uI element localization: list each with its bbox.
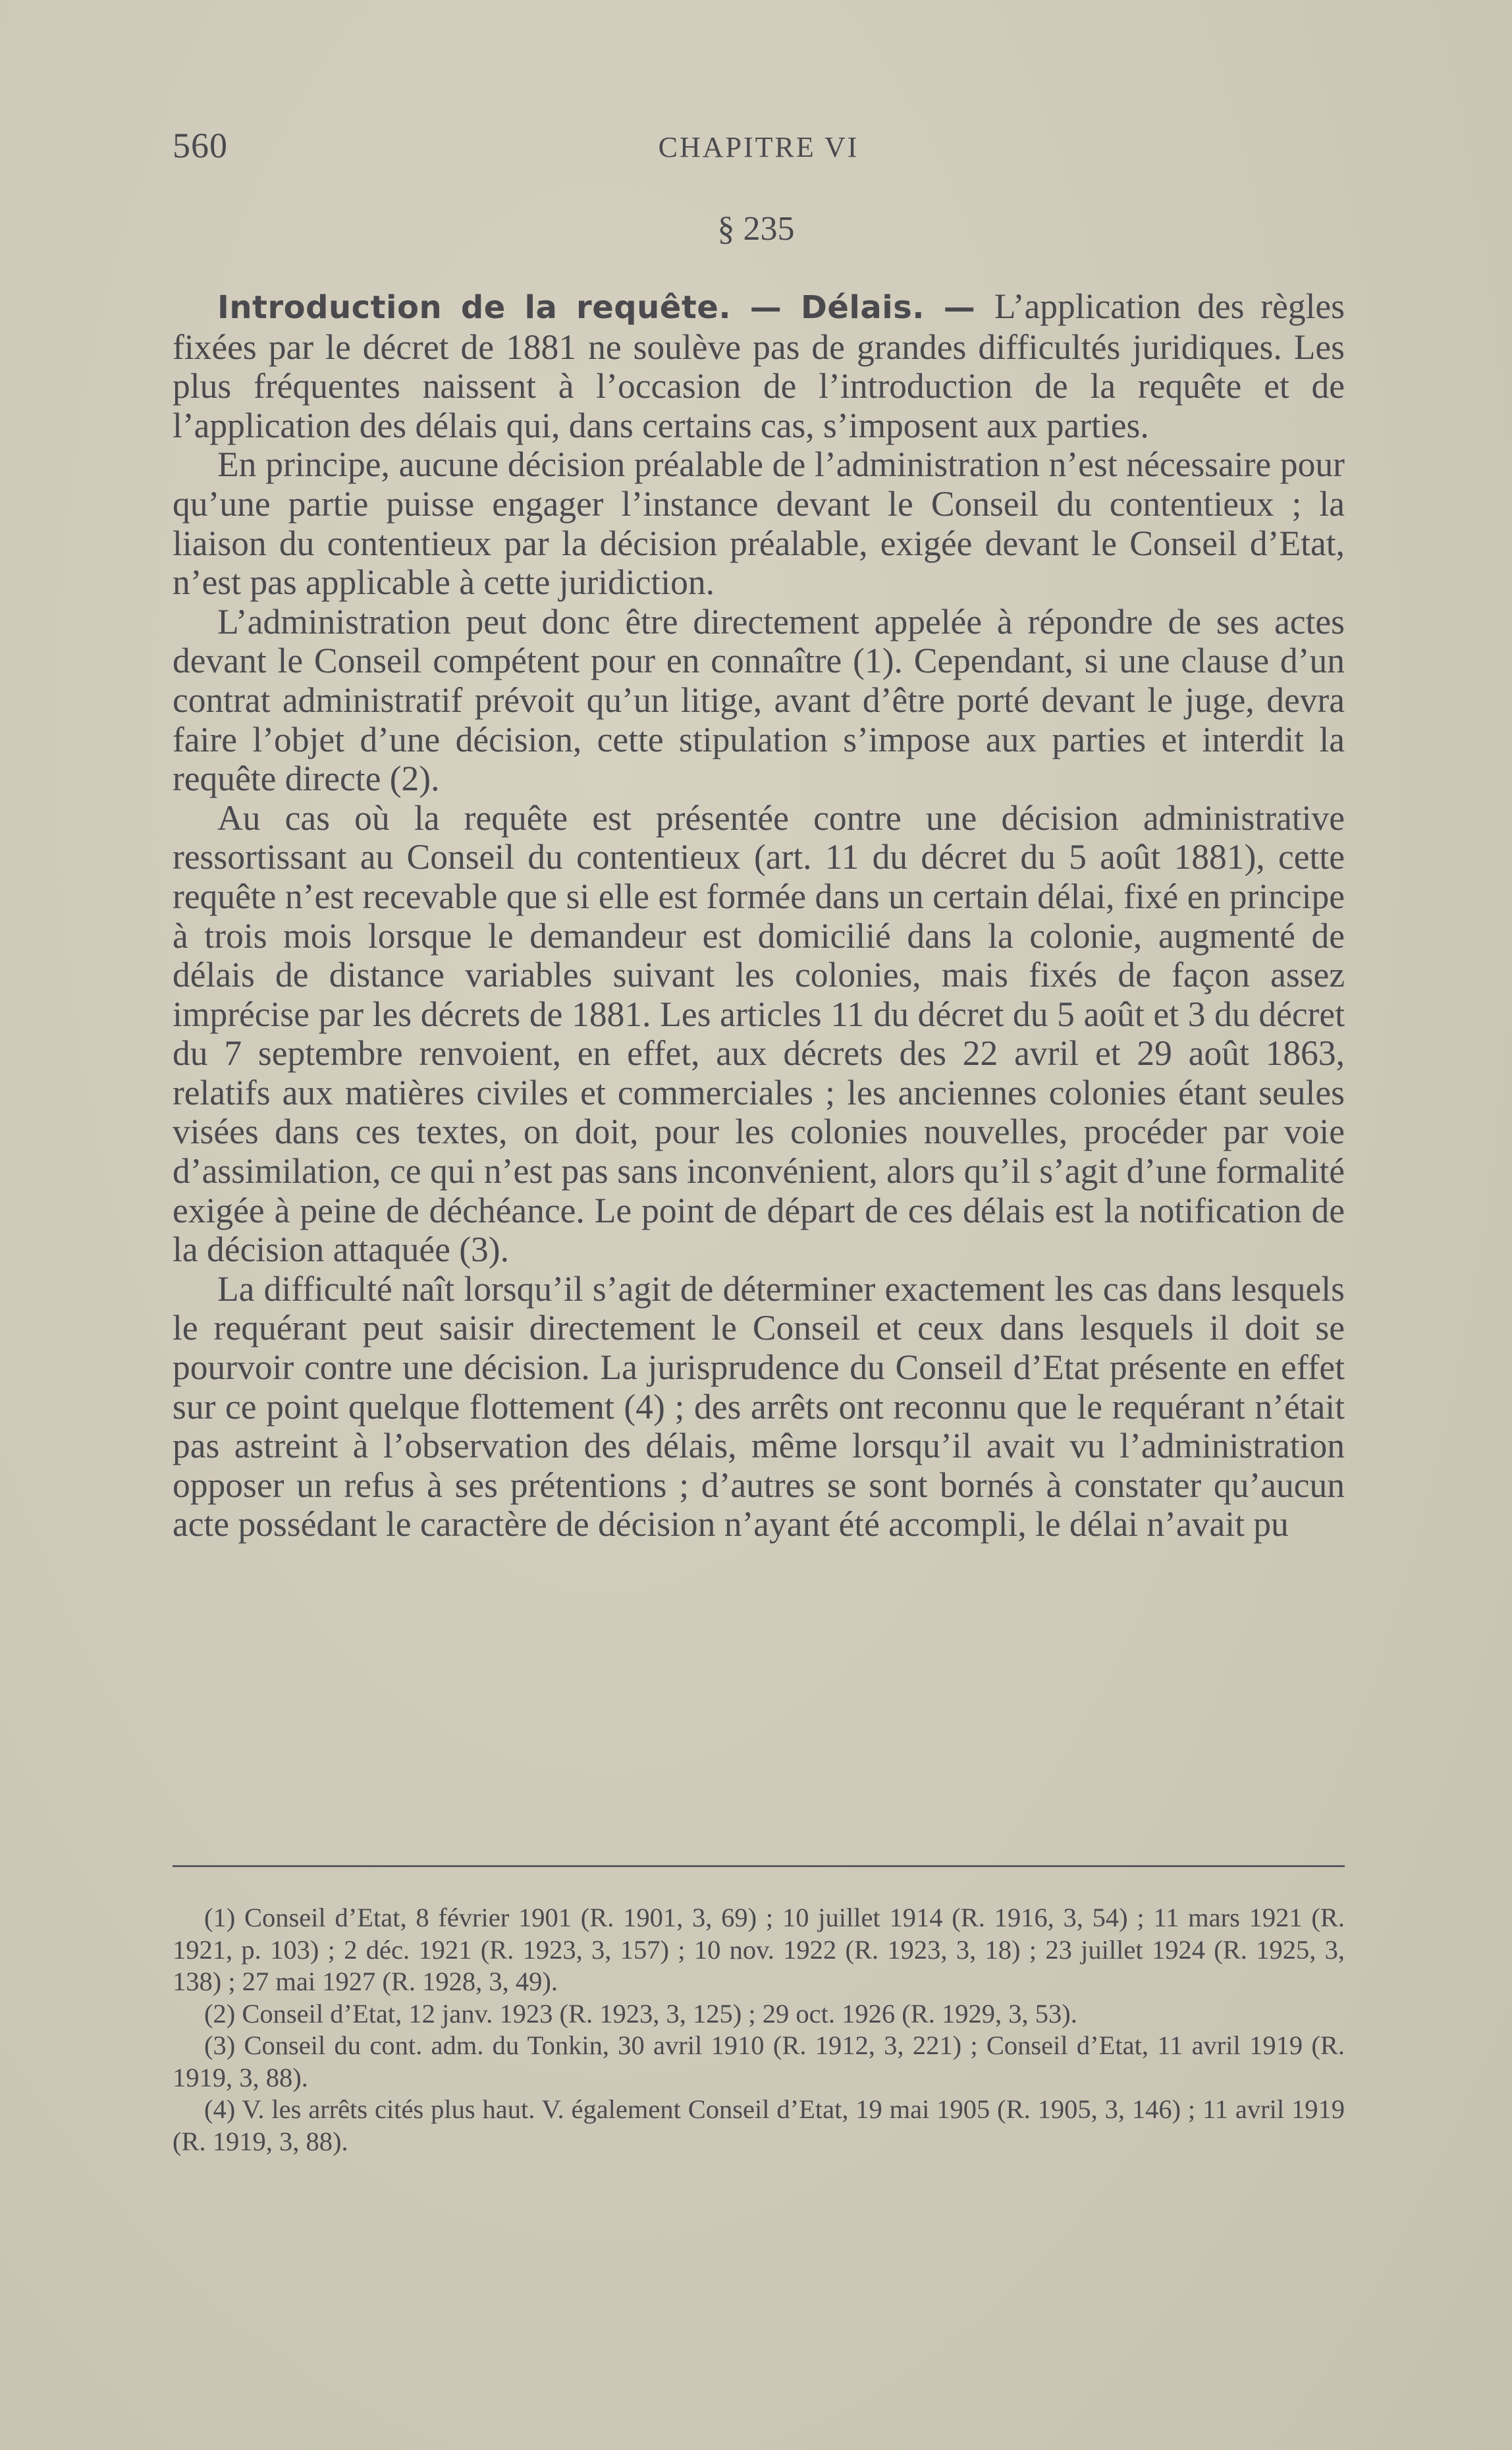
footnote: (2) Conseil d’Etat, 12 janv. 1923 (R. 1923, 3, 125) ; 29 oct. 1926 (R. 1929, 3, 53).	[204, 1998, 1077, 2028]
page-number: 560	[173, 126, 228, 165]
footnote: (4) V. les arrêts cités plus haut. V. également Conseil d’Etat, 19 mai 1905 (R. 1905, 3, 146) ; 11 avril 1919 (R. 1919, 3, 88).	[173, 2094, 1345, 2156]
paragraph-heading: Introduction de la requête. — Délais. —	[217, 289, 994, 326]
chapter-title: CHAPITRE VI	[658, 131, 859, 163]
main-text	[173, 287, 1345, 1544]
footnote-divider	[173, 1865, 1345, 1867]
section-number: § 235	[717, 210, 795, 248]
paragraph: La difficulté naît lorsqu’il s’agit de déterminer exactement les cas dans lesquels le requérant peut saisir directement le Conseil et ceux dans lesquels il doit se pourvoir contre une décision. La jurisprudence du Conseil d’Etat présente en effet sur ce point quelque flottement (4) ; des arrêts ont reconnu que le requérant n’était pas astreint à l’observation des délais, même lorsqu’il avait vu l’administration opposer un refus à ses prétentions ; d’autres se sont bornés à constater qu’aucun acte possédant le caractère de décision n’ayant été accompli, le délai n’avait pu	[173, 1268, 1345, 1544]
paragraph	[173, 287, 1345, 445]
paragraph-text: L’application des règles fixées par le décret de 1881 ne soulève pas de grandes difficultés juridiques. Les plus fréquentes naissent à l’occasion de l’introduction de la requête et de l’application des délais qui, dans certains cas, s’imposent aux parties.	[173, 286, 1345, 445]
footnote: (1) Conseil d’Etat, 8 février 1901 (R. 1901, 3, 69) ; 10 juillet 1914 (R. 1916, 3, 54) ; 11 mars 1921 (R. 1921, p. 103) ; 2 déc. 1921 (R. 1923, 3, 157) ; 10 nov. 1922 (R. 1923, 3, 18) ; 23 juillet 1924 (R. 1925, 3, 138) ; 27 mai 1927 (R. 1928, 3, 49).	[173, 1903, 1345, 1996]
footnote: (3) Conseil du cont. adm. du Tonkin, 30 avril 1910 (R. 1912, 3, 221) ; Conseil d’Etat, 11 avril 1919 (R. 1919, 3, 88).	[173, 2030, 1345, 2092]
paragraph: Au cas où la requête est présentée contre une décision administrative ressortissant au Conseil du contentieux (art. 11 du décret du 5 août 1881), cette requête n’est recevable que si elle est formée dans un certain délai, fixé en principe à trois mois lorsque le demandeur est domicilié dans la colonie, augmenté de délais de distance variables suivant les colonies, mais fixés de façon assez imprécise par les décrets de 1881. Les articles 11 du décret du 5 août et 3 du décret du 7 septembre renvoient, en effet, aux décrets des 22 avril et 29 août 1863, relatifs aux matières civiles et commerciales ; les anciennes colonies étant seules visées dans ces textes, on doit, pour les colonies nouvelles, procéder par voie d’assimilation, ce qui n’est pas sans inconvénient, alors qu’il s’agit d’une formalité exigée à peine de déchéance. Le point de départ de ces délais est la notification de la décision attaquée (3).	[173, 798, 1345, 1270]
paragraph: L’administration peut donc être directement appelée à répondre de ses actes devant le Conseil compétent pour en connaître (1). Cependant, si une clause d’un contrat administratif prévoit qu’un litige, avant d’être porté devant le juge, devra faire l’objet d’une décision, cette stipulation s’impose aux parties et interdit la requête directe (2).	[173, 601, 1345, 799]
running-header	[173, 125, 1345, 171]
footnotes	[173, 1902, 1345, 2158]
paragraph: En principe, aucune décision préalable de l’administration n’est nécessaire pour qu’une partie puisse engager l’instance devant le Conseil du contentieux ; la liaison du contentieux par la décision préalable, exigée devant le Conseil d’Etat, n’est pas applicable à cette juridiction.	[173, 445, 1345, 603]
